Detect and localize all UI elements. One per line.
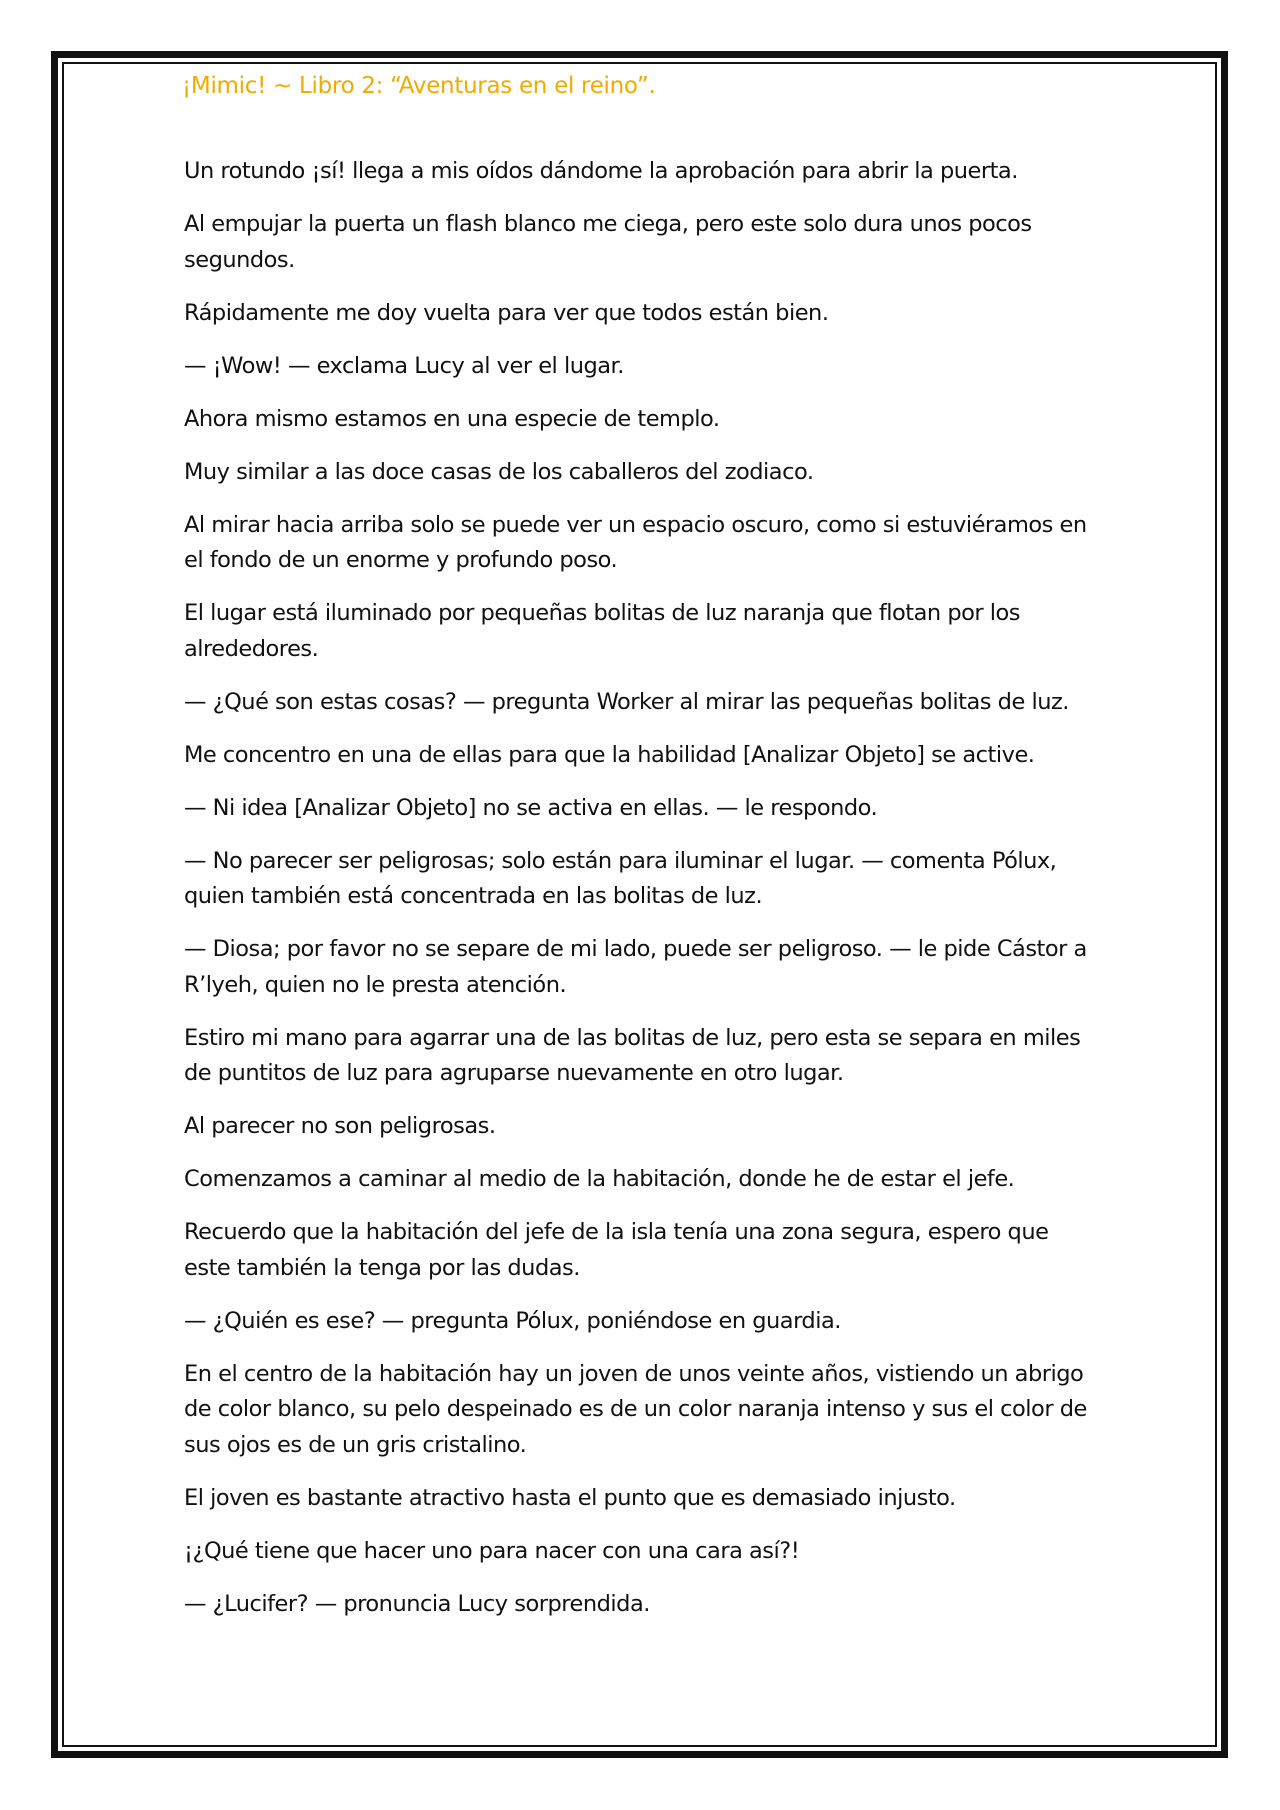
paragraph: El joven es bastante atractivo hasta el punto que es demasiado injusto. [184, 1484, 956, 1511]
paragraph: — ¿Lucifer? — pronuncia Lucy sorprendida. [184, 1590, 650, 1617]
paragraph: Comenzamos a caminar al medio de la habitación, donde he de estar el jefe. [184, 1166, 1015, 1192]
paragraph: En el centro de la habitación hay un joven de unos veinte años, vistiendo un abrigo de color blanco, su pelo despeinado es de un color naranja intenso y sus el color de sus ojos es de un gris cristalino. [184, 1360, 1087, 1458]
paragraph: Al mirar hacia arriba solo se puede ver un espacio oscuro, como si estuviéramos en el fondo de un enorme y profundo poso. [184, 511, 1087, 573]
paragraph: Me concentro en una de ellas para que la habilidad [Analizar Objeto] se active. [184, 741, 1035, 768]
paragraph: — Diosa; por favor no se separe de mi lado, puede ser peligroso. — le pide Cástor a R’lyeh, quien no le presta atención. [184, 936, 1087, 998]
paragraph: — ¡Wow! — exclama Lucy al ver el lugar. [184, 352, 624, 379]
paragraph: Un rotundo ¡sí! llega a mis oídos dándome la aprobación para abrir la puerta. [184, 158, 1018, 184]
paragraph: El lugar está iluminado por pequeñas bolitas de luz naranja que flotan por los alrededores. [184, 600, 1021, 662]
paragraph: Muy similar a las doce casas de los caballeros del zodiaco. [184, 458, 814, 485]
paragraph: Estiro mi mano para agarrar una de las bolitas de luz, pero esta se separa en miles de puntitos de luz para agruparse nuevamente en otro lugar. [184, 1024, 1081, 1086]
paragraph: — ¿Quién es ese? — pregunta Pólux, poniéndose en guardia. [184, 1307, 841, 1334]
paragraph: — Ni idea [Analizar Objeto] no se activa en ellas. — le respondo. [184, 794, 878, 821]
paragraph: — No parecer ser peligrosas; solo están para iluminar el lugar. — comenta Pólux, quien también está concentrada en las bolitas de luz. [184, 847, 1057, 909]
paragraph: ¡¿Qué tiene que hacer uno para nacer con una cara así?! [184, 1537, 800, 1564]
paragraph: Rápidamente me doy vuelta para ver que todos están bien. [184, 299, 829, 326]
running-header: ¡Mimic! ~ Libro 2: “Aventuras en el reino”. [182, 73, 656, 99]
paragraph: — ¿Qué son estas cosas? — pregunta Worker al mirar las pequeñas bolitas de luz. [184, 688, 1069, 715]
paragraph: Ahora mismo estamos en una especie de templo. [184, 405, 720, 432]
paragraph: Al empujar la puerta un flash blanco me ciega, pero este solo dura unos pocos segundos. [184, 211, 1032, 273]
paragraph: Recuerdo que la habitación del jefe de la isla tenía una zona segura, espero que este también la tenga por las dudas. [184, 1219, 1049, 1281]
page-body [184, 154, 1094, 1640]
paragraph: Al parecer no son peligrosas. [184, 1113, 496, 1139]
